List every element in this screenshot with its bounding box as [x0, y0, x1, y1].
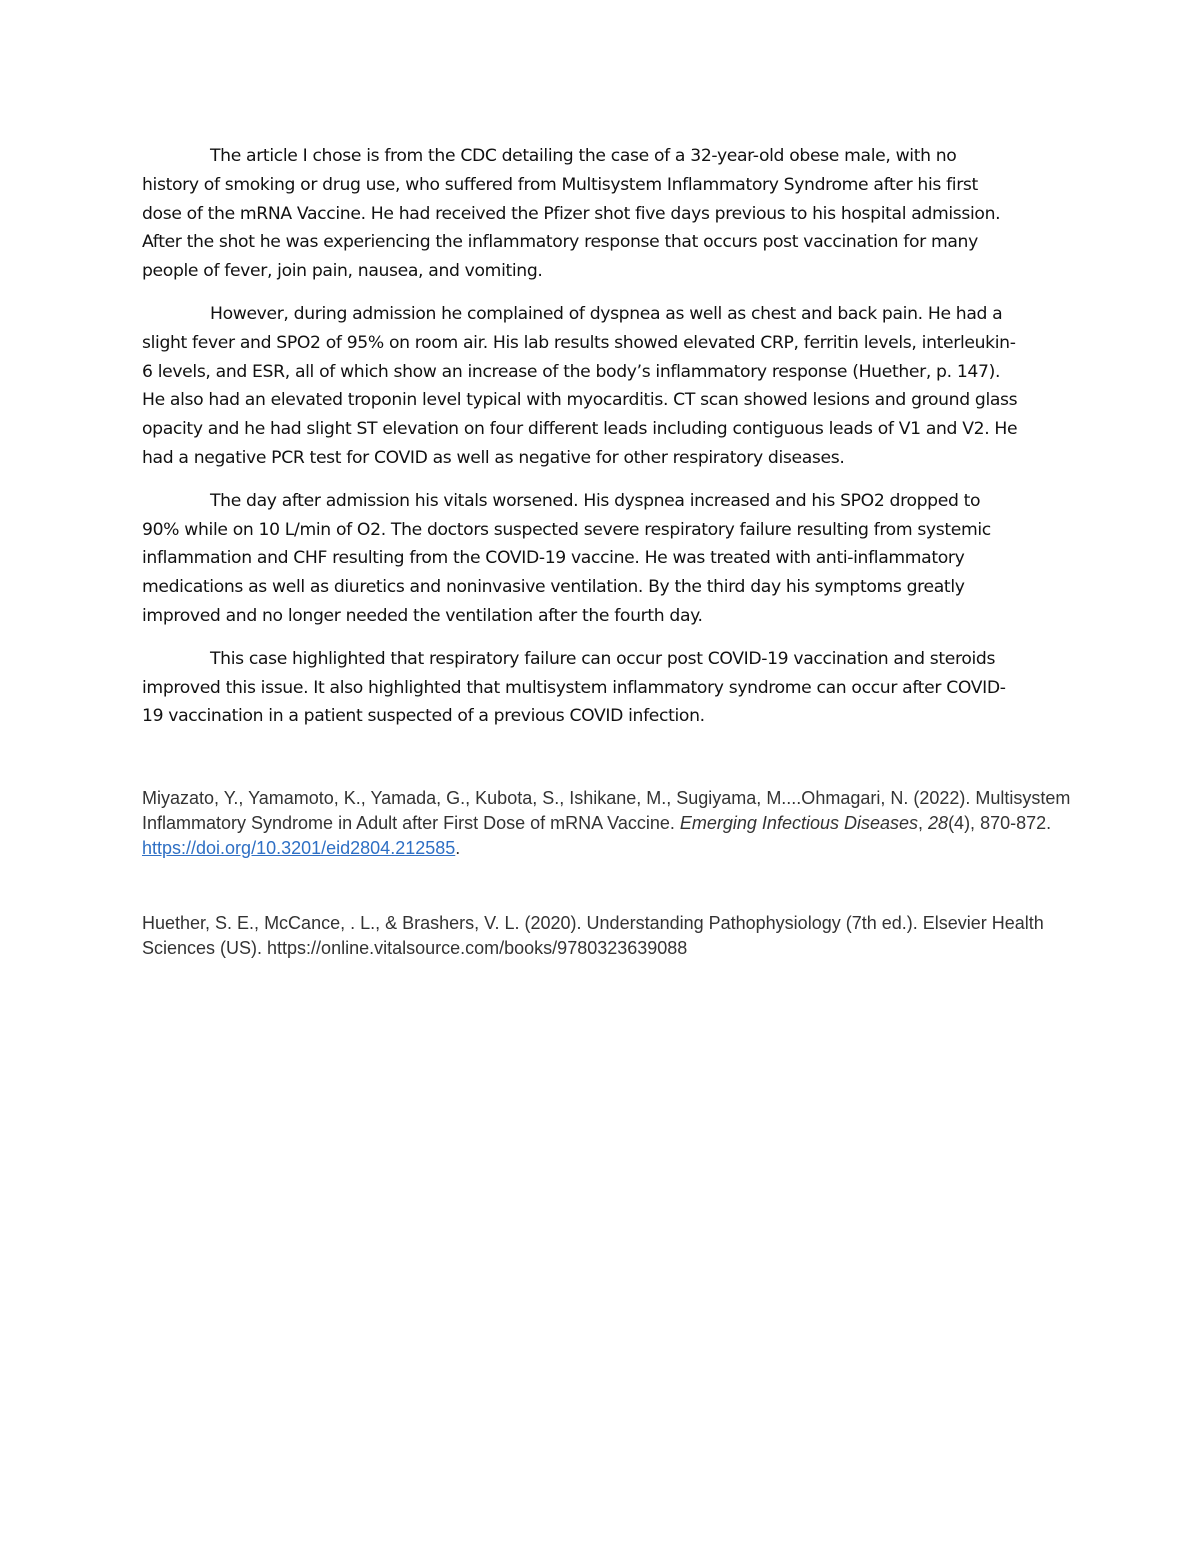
reference-authors: Miyazato, Y., Yamamoto, K., Yamada, G., Kubota, S., Ishikane, M., Sugiyama, M....Ohmagari, N. (2022). — [142, 788, 971, 808]
reference-title: Multisystem Inflammatory Syndrome in Adult after First Dose of mRNA Vaccine. — [142, 788, 1071, 833]
reference-volume: 28 — [928, 813, 949, 833]
reference-end-period: . — [455, 838, 461, 858]
doi-link[interactable]: https://doi.org/10.3201/eid2804.212585 — [142, 838, 456, 858]
reference-miyazato: Miyazato, Y., Yamamoto, K., Yamada, G., Kubota, S., Ishikane, M., Sugiyama, M....Ohmagari, N. (2022). Multisystem Inflammatory Syndrome in Adult after First Dose of mRNA Vaccine. Emerging Infectious Diseases, 28(4), 870-872. https://doi.org/10.3201/eid2804.212585. — [142, 788, 1071, 858]
reference-issue-pages: (4), 870-872. — [948, 813, 1052, 833]
reference-journal: Emerging Infectious Diseases — [679, 813, 919, 833]
paragraph-4: This case highlighted that respiratory failure can occur post COVID-19 vaccination and steroids improved this issue. It also highlighted that multisystem inflammatory syndrome can occur after COVID- 19 vaccination in a patient suspected of a previous COVID infection. — [142, 648, 1006, 727]
paragraph-2: However, during admission he complained of dyspnea as well as chest and back pain. He had a slight fever and SPO2 of 95% on room air. His lab results showed elevated CRP, ferritin levels, interleukin- 6 levels, and ESR, all of which show an increase of the body’s inflammatory response (Huether, p. 147). He also had an elevated troponin level typical with myocarditis. CT scan showed lesions and ground glass opacity and he had slight ST elevation on four different leads including contiguous leads of V1 and V2. He had a negative PCR test for COVID as well as negative for other respiratory diseases. — [142, 303, 1018, 468]
paragraph-1: The article I chose is from the CDC detailing the case of a 32-year-old obese male, with no history of smoking or drug use, who suffered from Multisystem Inflammatory Syndrome after his first dose of the mRNA Vaccine. He had received the Pfizer shot five days previous to his hospital admission. After the shot he was experiencing the inflammatory response that occurs post vaccination for many people of fever, join pain, nausea, and vomiting. — [142, 146, 1001, 282]
essay-body — [142, 142, 1062, 745]
paragraph-3: The day after admission his vitals worsened. His dyspnea increased and his SPO2 dropped to 90% while on 10 L/min of O2. The doctors suspected severe respiratory failure resulting from systemic inflammation and CHF resulting from the COVID-19 vaccine. He was treated with anti-inflammatory medications as well as diuretics and noninvasive ventilation. By the third day his symptoms greatly improved and no longer needed the ventilation after the fourth day. — [142, 490, 991, 626]
references-section — [142, 786, 1072, 961]
reference-huether: Huether, S. E., McCance, . L., & Brashers, V. L. (2020). Understanding Pathophysiology (7th ed.). Elsevier Health Sciences (US). https://online.vitalsource.com/books/9780323639088 — [142, 913, 1044, 958]
